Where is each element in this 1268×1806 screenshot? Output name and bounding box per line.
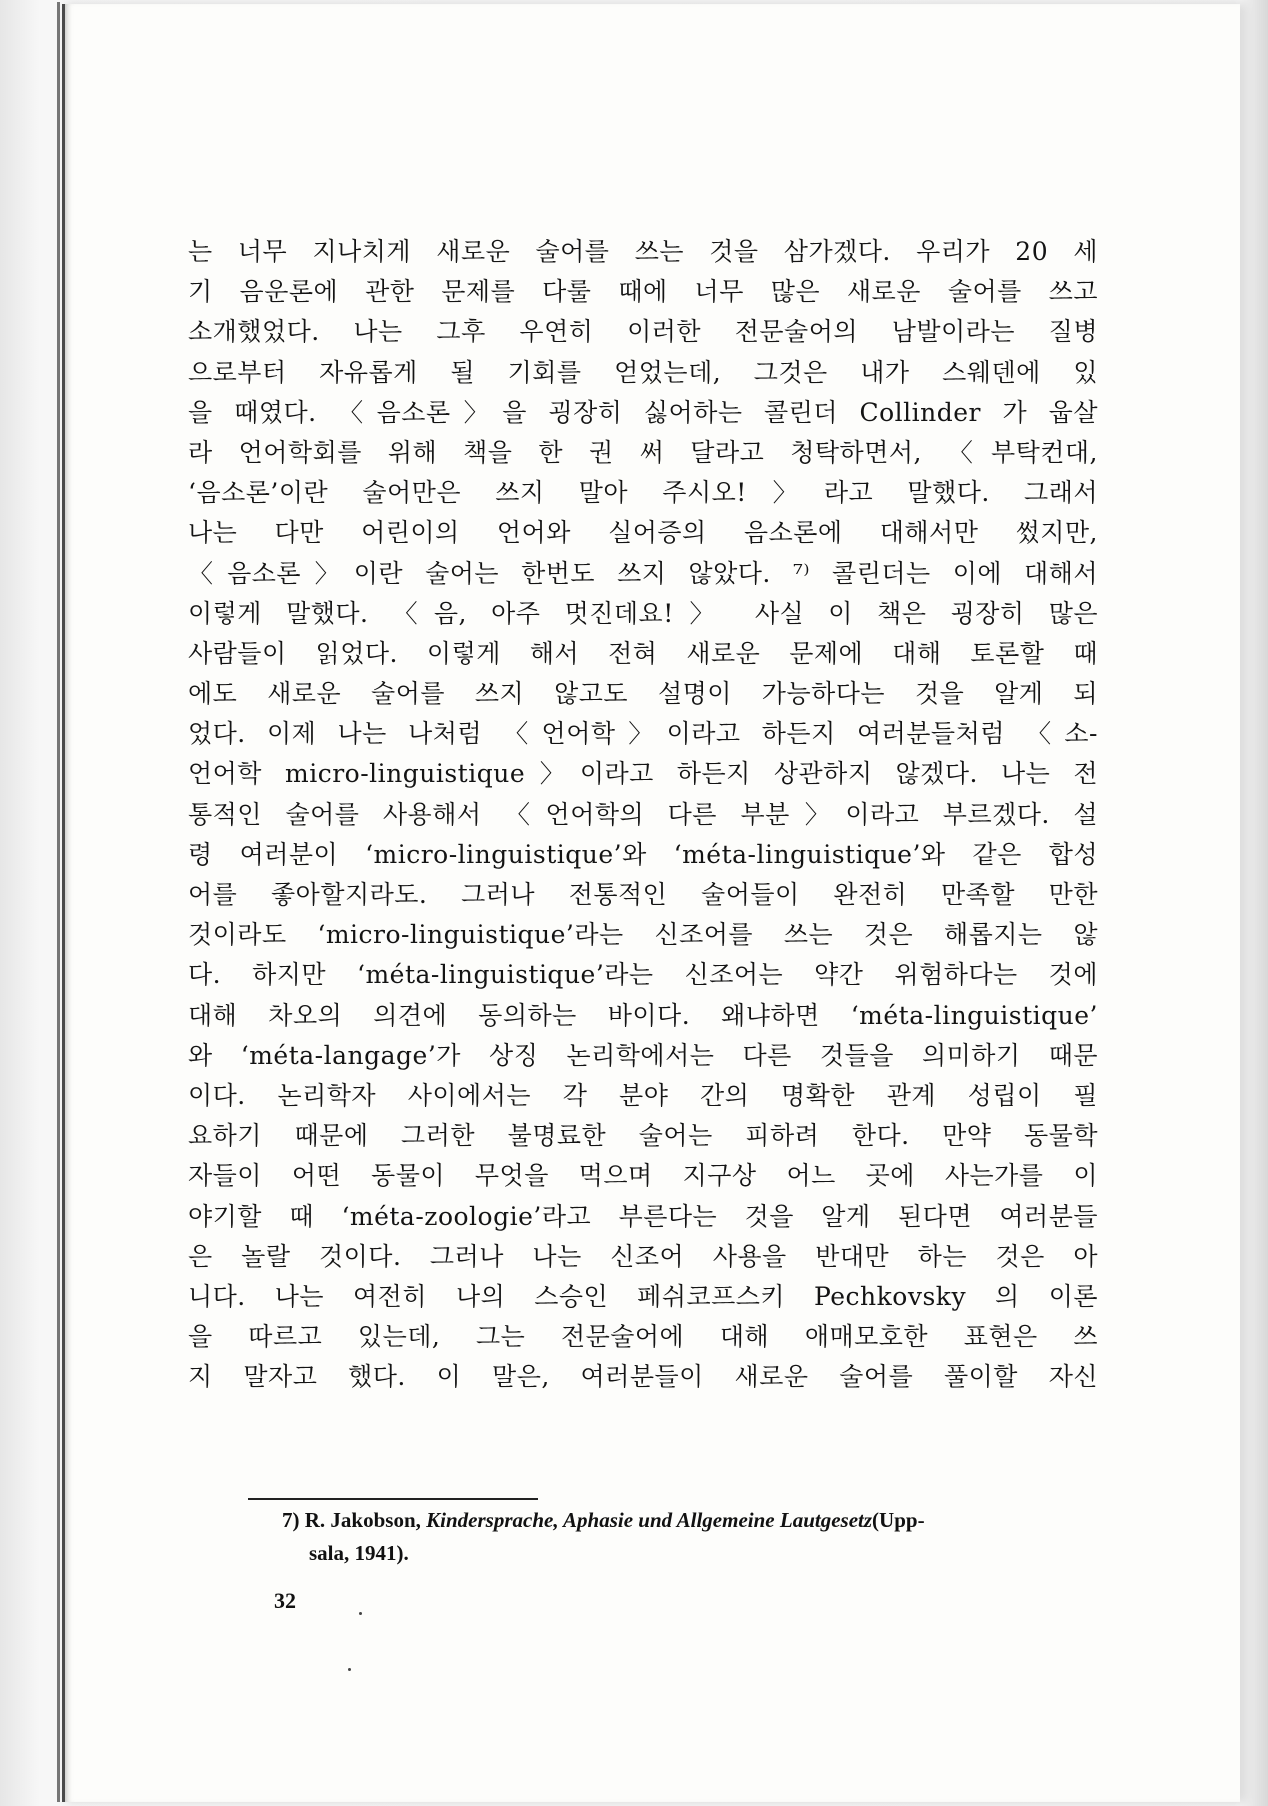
text-line: 와 ‘méta-langage’가 상징 논리학에서는 다른 것들을 의미하기 때문 <box>188 1040 1098 1070</box>
scan-speck <box>348 1668 351 1671</box>
text-line: 〈음소론〉이란 술어는 한번도 쓰지 않았다. ⁷⁾ 콜린더는 이에 대해서 <box>188 558 1098 588</box>
text-line: 에도 새로운 술어를 쓰지 않고도 설명이 가능하다는 것을 알게 되 <box>188 679 1098 709</box>
text-line: 나는 다만 어린이의 언어와 실어증의 음소론에 대해서만 썼지만, <box>188 518 1098 548</box>
text-line: 기 음운론에 관한 문제를 다룰 때에 너무 많은 새로운 술어를 쓰고 <box>188 277 1098 307</box>
text-line: 을 때였다. 〈음소론〉을 굉장히 싫어하는 콜린더 Collinder 가 웁살 <box>188 397 1098 427</box>
text-line: 요하기 때문에 그러한 불명료한 술어는 피하려 한다. 만약 동물학 <box>188 1121 1098 1151</box>
text-line: 통적인 술어를 사용해서 〈언어학의 다른 부분〉이라고 부르겠다. 설 <box>188 799 1098 829</box>
text-line: 라 언어학회를 위해 책을 한 권 써 달라고 청탁하면서, 〈부탁컨대, <box>188 437 1098 467</box>
text-line: 은 놀랄 것이다. 그러나 나는 신조어 사용을 반대만 하는 것은 아 <box>188 1241 1098 1271</box>
text-line: 소개했었다. 나는 그후 우연히 이러한 전문술어의 남발이라는 질병 <box>188 317 1098 347</box>
footnote-title: Kindersprache, Aphasie und Allgemeine Lautgesetz <box>426 1508 873 1532</box>
text-line: 령 여러분이 ‘micro-linguistique’와 ‘méta-linguistique’와 같은 합성 <box>188 839 1098 869</box>
footnote <box>282 1504 1102 1570</box>
text-line: 대해 차오의 의견에 동의하는 바이다. 왜냐하면 ‘méta-linguistique’ <box>188 1000 1098 1030</box>
text-line: 언어학 micro-linguistique〉이라고 하든지 상관하지 않겠다. 나는 전 <box>188 759 1098 789</box>
footnote-place-open: (Upp- <box>872 1508 925 1532</box>
text-line: 니다. 나는 여전히 나의 스승인 페쉬코프스키 Pechkovsky 의 이론 <box>188 1281 1098 1311</box>
page-spine <box>57 2 60 1802</box>
text-line: 지 말자고 했다. 이 말은, 여러분들이 새로운 술어를 풀이할 자신 <box>188 1362 1098 1392</box>
text-line: 는 너무 지나치게 새로운 술어를 쓰는 것을 삼가겠다. 우리가 20 세 <box>188 237 1098 266</box>
footnote-divider <box>248 1498 538 1500</box>
text-line: 야기할 때 ‘méta-zoologie’라고 부른다는 것을 알게 된다면 여러분들 <box>188 1201 1098 1231</box>
footnote-place-close: sala, 1941). <box>309 1541 409 1565</box>
text-line: 자들이 어떤 동물이 무엇을 먹으며 지구상 어느 곳에 사는가를 이 <box>188 1161 1098 1191</box>
text-line: 이다. 논리학자 사이에서는 각 분야 간의 명확한 관계 성립이 필 <box>188 1080 1098 1110</box>
text-line: 으로부터 자유롭게 될 기회를 얻었는데, 그것은 내가 스웨덴에 있 <box>188 357 1098 387</box>
text-line: ‘음소론’이란 술어만은 쓰지 말아 주시오!〉라고 말했다. 그래서 <box>188 478 1098 508</box>
text-line: 었다. 이제 나는 나처럼 〈언어학〉이라고 하든지 여러분들처럼 〈소- <box>188 719 1098 749</box>
scan-speck <box>359 1612 362 1615</box>
page-number: 32 <box>274 1588 296 1613</box>
text-line: 사람들이 읽었다. 이렇게 해서 전혀 새로운 문제에 대해 토론할 때 <box>188 638 1098 668</box>
body-text <box>188 232 1098 1397</box>
footnote-line-1 <box>282 1504 1102 1537</box>
text-line: 어를 좋아할지라도. 그러나 전통적인 술어들이 완전히 만족할 만한 <box>188 880 1098 909</box>
footnote-line-2 <box>282 1537 1102 1570</box>
footnote-marker: 7) <box>282 1508 300 1532</box>
text-line: 다. 하지만 ‘méta-linguistique’라는 신조어는 약간 위험하다는 것에 <box>188 960 1098 990</box>
text-line: 것이라도 ‘micro-linguistique’라는 신조어를 쓰는 것은 해롭지는 않 <box>188 920 1098 950</box>
text-line: 을 따르고 있는데, 그는 전문술어에 대해 애매모호한 표현은 쓰 <box>188 1322 1098 1352</box>
text-line: 이렇게 말했다. 〈음, 아주 멋진데요!〉 사실 이 책은 굉장히 많은 <box>188 598 1098 628</box>
footnote-author: R. Jakobson, <box>304 1508 421 1532</box>
